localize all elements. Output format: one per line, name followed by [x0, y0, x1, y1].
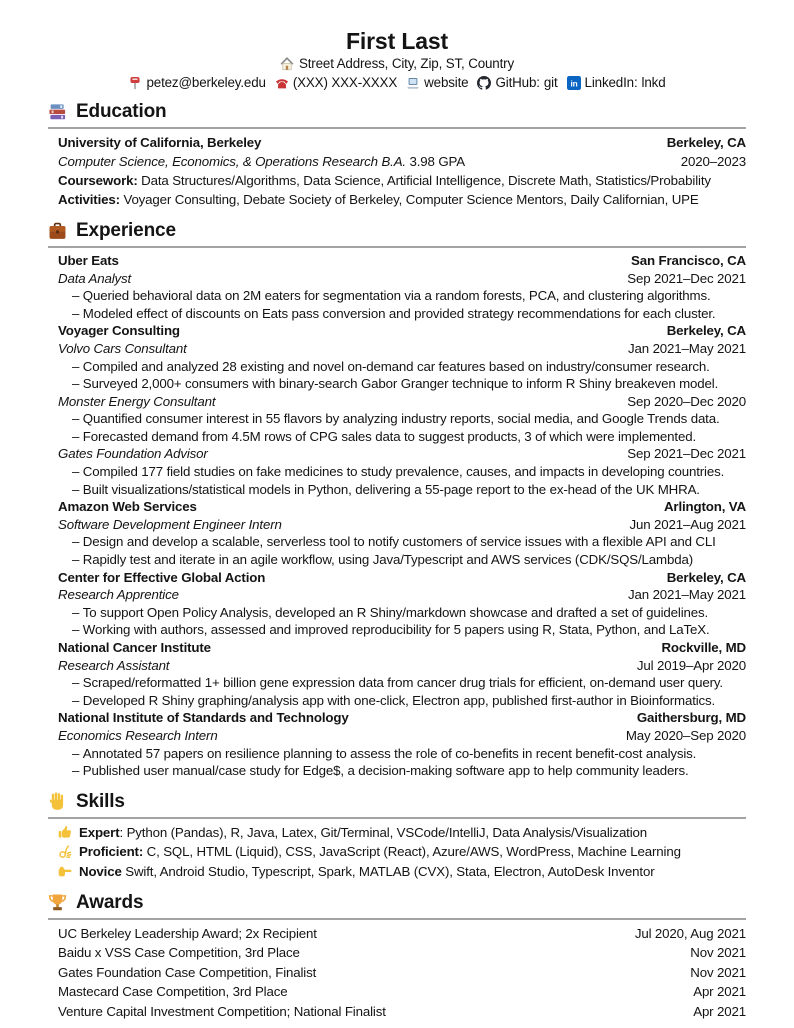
bullet-item: [58, 481, 746, 499]
degree-line: [58, 152, 465, 171]
award-row: [58, 924, 746, 944]
award-name: UC Berkeley Leadership Award; 2x Recipient: [58, 925, 317, 941]
bullet-item: [58, 428, 746, 446]
company-name: National Cancer Institute: [58, 640, 211, 655]
website-link[interactable]: [406, 75, 468, 90]
skill-level-line: [58, 862, 746, 882]
phone-text: (XXX) XXX-XXXX: [292, 75, 398, 91]
experience-role: [58, 516, 746, 569]
section-title-education: Education: [76, 101, 167, 123]
company-location: Arlington, VA: [663, 499, 746, 515]
experience-role: [58, 393, 746, 446]
section-title-skills: Skills: [76, 790, 125, 812]
books-icon: [48, 103, 67, 122]
skills-header: [48, 790, 746, 814]
skill-items: : Python (Pandas), R, Java, Latex, Git/Terminal, VSCode/IntelliJ, Data Analysis/Visualization: [119, 824, 648, 840]
house-icon: [280, 57, 294, 71]
award-date: Apr 2021: [693, 1003, 746, 1019]
role-title: Data Analyst: [58, 270, 132, 286]
award-row: [58, 1002, 746, 1022]
experience-company: [58, 709, 746, 779]
experience-company: [58, 639, 746, 709]
role-title: Research Apprentice: [58, 587, 179, 603]
section-title-awards: Awards: [76, 892, 144, 913]
role-title: Gates Foundation Advisor: [58, 446, 208, 462]
bullet-text: Compiled and analyzed 28 existing and novel on-demand car features based on industry/consumer research.: [82, 358, 710, 374]
role-dates: Sep 2021–Dec 2021: [627, 446, 746, 462]
bullet-text: Design and develop a scalable, serverless tool to notify customers of service issues with a flexible API and CLI: [82, 534, 716, 550]
coursework-label: Coursework:: [58, 173, 138, 189]
award-name: Mastecard Case Competition, 3rd Place: [58, 984, 288, 1000]
skill-level-label: Expert: [79, 824, 120, 840]
award-date: Jul 2020, Aug 2021: [634, 925, 746, 941]
role-dates: Jan 2021–May 2021: [628, 340, 746, 356]
bullet-text: Modeled effect of discounts on Eats pass conversion and provided strategy recommendations for each cluster.: [82, 305, 716, 321]
section-education: [48, 100, 746, 209]
bullet-text: Scraped/reformatted 1+ billion gene expression data from cancer drug trials for efficient, on-demand user query.: [82, 675, 723, 691]
skill-items: C, SQL, HTML (Liquid), CSS, JavaScript (React), Azure/AWS, WordPress, Machine Learning: [143, 844, 681, 859]
bullet-text: To support Open Policy Analysis, developed an R Shiny/markdown showcase and drafted a set of guidelines.: [82, 604, 709, 620]
bullet-text: Queried behavioral data on 2M eaters for segmentation via a random forests, PCA, and clustering algorithms.: [82, 288, 711, 304]
person-name: First Last: [345, 28, 449, 54]
bullet-item: [58, 745, 746, 763]
school-location: Berkeley, CA: [666, 135, 746, 151]
linkedin-icon: [567, 76, 581, 90]
bullet-item: [58, 305, 746, 323]
bullet-text: Annotated 57 papers on resilience planning to assess the role of co-benefits in recent benefit-cost analysis.: [82, 745, 697, 761]
address-text: Street Address, City, Zip, ST, Country: [298, 56, 515, 72]
award-name: Gates Foundation Case Competition, Finalist: [58, 964, 317, 980]
activities-text: Voyager Consulting, Debate Society of Berkeley, Computer Science Mentors, Daily Californian, UPE: [123, 192, 699, 208]
company-location: Berkeley, CA: [666, 323, 746, 339]
contact-line: [48, 75, 746, 90]
awards-header: [48, 891, 746, 915]
bullet-text: Compiled 177 field studies on fake medicines to study prevalence, causes, and impacts in developing countries.: [82, 464, 725, 480]
role-title: Economics Research Intern: [58, 727, 218, 743]
company-location: Gaithersburg, MD: [636, 710, 746, 726]
address-line: [48, 56, 746, 71]
bullet-item: [58, 762, 746, 780]
phone-icon: [275, 76, 289, 90]
award-date: Nov 2021: [690, 945, 746, 961]
experience-company: [58, 252, 746, 322]
bullet-text: Forecasted demand from 4.5M rows of CPG sales data to suggest products, 3 of which were implemented.: [82, 428, 697, 444]
activities-label: Activities:: [58, 192, 120, 208]
website-text: website: [424, 75, 469, 91]
company-location: San Francisco, CA: [631, 252, 746, 268]
role-title: Software Development Engineer Intern: [58, 516, 282, 532]
role-dates: Sep 2020–Dec 2020: [627, 393, 746, 409]
experience-header: [48, 219, 746, 243]
svg-text:in: in: [569, 78, 578, 89]
trophy-icon: [48, 893, 67, 912]
role-dates: Jun 2021–Aug 2021: [629, 516, 746, 532]
bullet-item: [58, 692, 746, 710]
skill-text: [79, 862, 654, 882]
experience-role: [58, 270, 746, 323]
bullet-item: [58, 463, 746, 481]
bullet-text: Quantified consumer interest in 55 flavors by analyzing industry reports, social media, and Google Trends data.: [82, 411, 720, 427]
email-text: petez@berkeley.edu: [146, 75, 266, 91]
phone-link[interactable]: [275, 75, 397, 90]
bullet-item: [58, 533, 746, 551]
award-date: Nov 2021: [690, 964, 746, 980]
award-row: [58, 963, 746, 983]
laptop-icon: [406, 76, 420, 90]
skill-level-label: Novice: [79, 863, 122, 879]
bullet-text: Published user manual/case study for Edge$, a decision-making software app to help community leaders.: [82, 763, 689, 779]
company-location: Rockville, MD: [661, 640, 746, 655]
bullet-item: [58, 375, 746, 393]
experience-role: [58, 340, 746, 393]
point-right-icon: [58, 864, 72, 878]
skill-level-line: [58, 842, 746, 862]
school-name: University of California, Berkeley: [58, 135, 262, 151]
linkedin-link[interactable]: [567, 75, 666, 90]
company-name: Uber Eats: [58, 252, 119, 268]
experience-role: [58, 586, 746, 639]
skill-level-line: [58, 823, 746, 843]
company-name: Amazon Web Services: [58, 499, 197, 515]
bullet-text: Surveyed 2,000+ consumers with binary-search Gabor Granger technique to inform R Shiny breakeven model.: [82, 376, 719, 392]
award-name: Venture Capital Investment Competition; National Finalist: [58, 1003, 386, 1019]
skill-text: [79, 842, 681, 862]
award-row: [58, 982, 746, 1002]
role-title: Monster Energy Consultant: [58, 393, 216, 409]
resume-header: [48, 28, 746, 90]
ok-hand-icon: [58, 845, 72, 859]
skill-items: Swift, Android Studio, Typescript, Spark, MATLAB (CVX), Stata, Electron, AutoDesk Inventor: [121, 863, 655, 879]
experience-role: [58, 657, 746, 710]
bullet-item: [58, 674, 746, 692]
github-link[interactable]: [477, 75, 557, 90]
experience-role: [58, 445, 746, 498]
skill-level-label: Proficient:: [79, 844, 144, 859]
email-link[interactable]: [128, 75, 265, 90]
award-name: Baidu x VSS Case Competition, 3rd Place: [58, 945, 300, 961]
section-title-experience: Experience: [76, 220, 176, 242]
activities-line: [58, 190, 746, 209]
coursework-line: [58, 171, 746, 190]
section-awards: [48, 891, 746, 1021]
thumbs-up-icon: [58, 825, 72, 839]
linkedin-value: lnkd: [641, 75, 666, 91]
role-dates: Jan 2021–May 2021: [628, 587, 746, 603]
skill-text: [79, 823, 647, 843]
bullet-item: [58, 358, 746, 376]
github-label: GitHub:: [495, 75, 540, 91]
coursework-text: Data Structures/Algorithms, Data Science, Artificial Intelligence, Discrete Math, Statistics/Probability: [141, 173, 711, 189]
bullet-text: Rapidly test and iterate in an agile workflow, using Java/Typescript and AWS services (CDK/SQS/Lambda): [82, 552, 693, 568]
role-title: Volvo Cars Consultant: [58, 340, 187, 356]
bullet-text: Built visualizations/statistical models in Python, delivering a 55-page report to the ex-head of the UK MHRA.: [82, 481, 700, 497]
award-date: Apr 2021: [693, 984, 746, 1000]
bullet-text: Developed R Shiny graphing/analysis app with one-click, Electron app, published first-author in Bioinformatics.: [82, 692, 716, 708]
bullet-item: [58, 604, 746, 622]
section-experience: [48, 219, 746, 780]
raised-hand-icon: [48, 792, 67, 811]
role-dates: May 2020–Sep 2020: [625, 727, 746, 743]
company-name: Voyager Consulting: [58, 323, 180, 339]
linkedin-label: LinkedIn:: [584, 75, 638, 91]
mailbox-icon: [128, 76, 142, 90]
company-name: Center for Effective Global Action: [58, 569, 266, 585]
experience-company: [58, 569, 746, 639]
experience-company: [58, 498, 746, 568]
experience-role: [58, 727, 746, 780]
bullet-text: Working with authors, assessed and improved reproducibility for 5 papers using R, Stata, Python, and LaTeX.: [82, 622, 710, 638]
bullet-item: [58, 287, 746, 305]
role-dates: Sep 2021–Dec 2021: [627, 270, 746, 286]
github-value: git: [543, 75, 558, 91]
education-dates: 2020–2023: [680, 154, 746, 170]
section-skills: [48, 790, 746, 881]
gpa-text: 3.98 GPA: [409, 154, 465, 170]
bullet-item: [58, 551, 746, 569]
award-row: [58, 943, 746, 963]
briefcase-icon: [48, 222, 67, 241]
bullet-item: [58, 410, 746, 428]
github-icon: [477, 76, 491, 90]
degree-text: Computer Science, Economics, & Operations Research B.A.: [58, 154, 406, 170]
role-dates: Jul 2019–Apr 2020: [636, 657, 746, 673]
company-name: National Institute of Standards and Technology: [58, 710, 349, 726]
education-header: [48, 100, 746, 124]
role-title: Research Assistant: [58, 657, 170, 673]
experience-company: [58, 322, 746, 498]
bullet-item: [58, 621, 746, 639]
company-location: Berkeley, CA: [666, 569, 746, 585]
